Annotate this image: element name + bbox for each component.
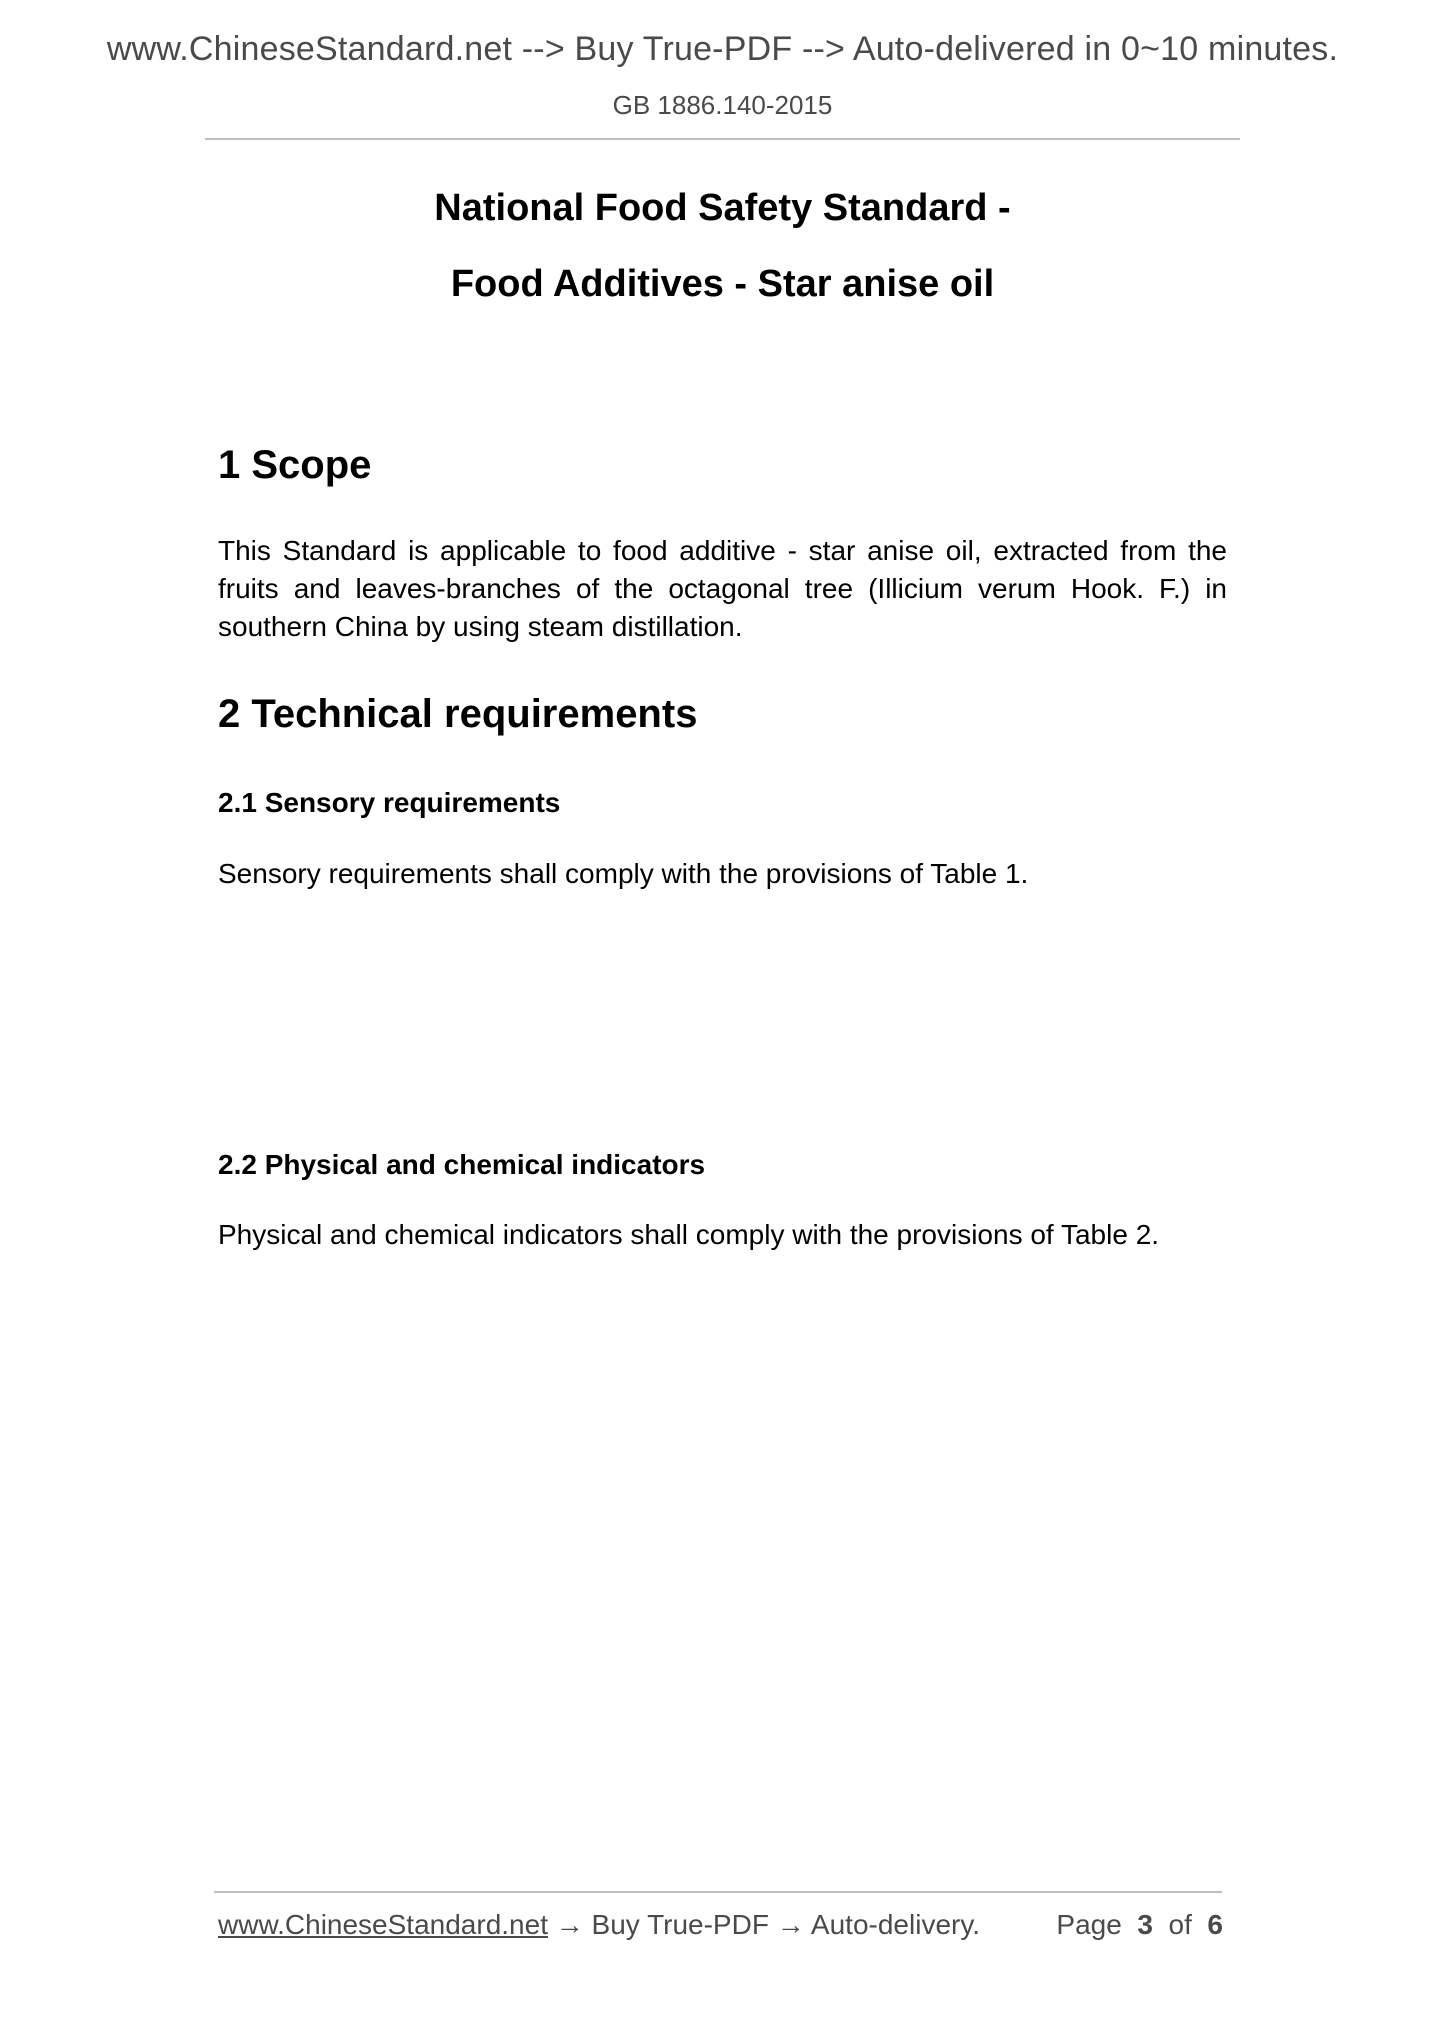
subsection-physical-text: Physical and chemical indicators shall comply with the provisions of Table 2.	[218, 1219, 1160, 1250]
page-of-label: of	[1168, 1909, 1192, 1940]
footer-tagline: → Buy True-PDF → Auto-delivery.	[547, 1909, 981, 1940]
subsection-sensory-text: Sensory requirements shall comply with the provisions of Table 1.	[218, 858, 1029, 889]
header-divider	[205, 138, 1240, 140]
document-title-line-1: National Food Safety Standard -	[434, 187, 1011, 229]
document-code: GB 1886.140-2015	[612, 90, 833, 120]
footer-website-link[interactable]: www.ChineseStandard.net	[218, 1909, 548, 1940]
page-current-number: 3	[1137, 1909, 1153, 1940]
page-total-number: 6	[1207, 1909, 1223, 1940]
section-scope-heading: 1 Scope	[218, 443, 372, 487]
subsection-physical-heading: 2.2 Physical and chemical indicators	[218, 1149, 706, 1180]
page-label: Page	[1056, 1909, 1122, 1940]
footer-divider	[214, 1891, 1222, 1893]
page-indicator	[1056, 1909, 1223, 1941]
page-footer	[218, 1909, 1223, 1949]
section-scope-text: This Standard is applicable to food additive - star anise oil, extracted from the fruits and leaves-branches of the octagonal tree (Illicium verum Hook. F.) in southern China by using steam distillation.	[218, 535, 1227, 642]
section-technical-heading: 2 Technical requirements	[218, 692, 698, 736]
top-banner: www.ChineseStandard.net --> Buy True-PDF --> Auto-delivered in 0~10 minutes.	[106, 30, 1339, 68]
subsection-sensory-heading: 2.1 Sensory requirements	[218, 787, 561, 818]
document-title-line-2: Food Additives - Star anise oil	[450, 263, 995, 305]
